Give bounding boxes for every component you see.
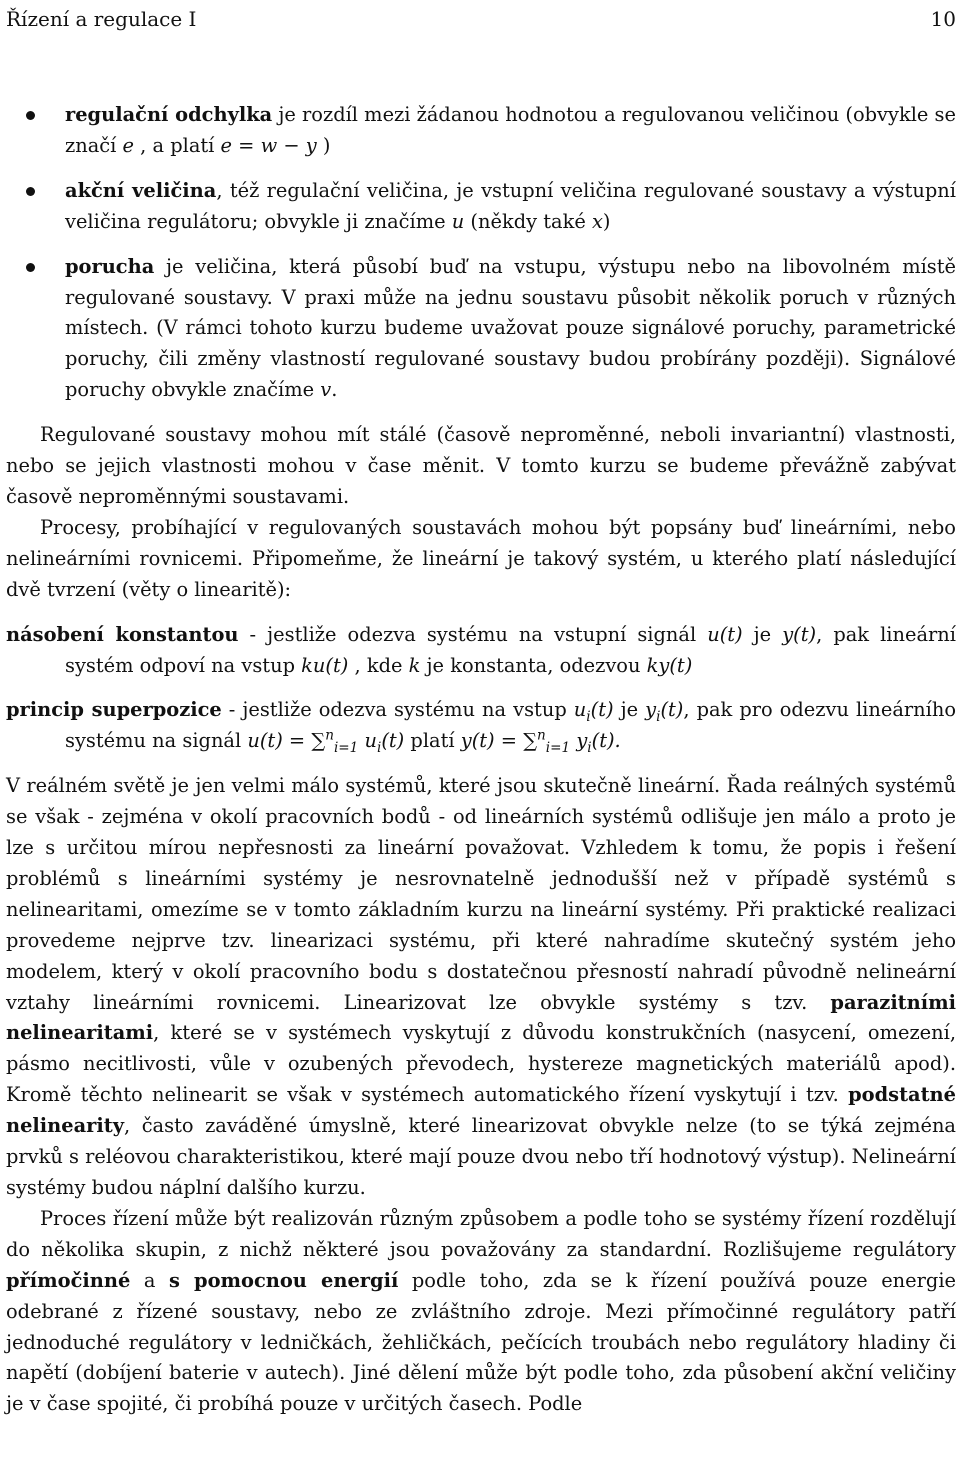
list-item-akcni-velicina [6, 176, 956, 238]
math-expr: ku(t) [301, 653, 349, 677]
math-subscript: i [656, 709, 661, 726]
theorem-homogeneity [6, 620, 956, 682]
list-item-porucha [6, 252, 956, 407]
math-formula: e = w − y [220, 133, 317, 157]
math-expr: u [573, 698, 587, 722]
term-primocinne: přímočinné [6, 1268, 131, 1292]
list-item-text: , též regulační veličina, je vstupní veličina regulované soustavy a výstupní veličina regulátoru; obvykle ji značíme [65, 178, 956, 233]
math-expr: ky(t) [646, 653, 693, 677]
math-expr: (t) [590, 698, 614, 722]
theorem-text: - jestliže odezva systému na vstupní signál [238, 622, 708, 646]
sum-symbol: ∑ [311, 729, 326, 753]
list-item-text: je rozdíl mezi žádanou hodnotou a regulovanou veličinou (obvykle se značí [65, 103, 956, 157]
list-item-text: (někdy také [464, 209, 592, 233]
math-expr: y [570, 729, 588, 753]
paragraph-text: V reálném světě je jen velmi málo systémů, které jsou skutečně lineární. Řada reálných systémů se však - zejména v okolí pracovních bodů - od lineárních systémů odlišuje jen málo a proto je lze s určitou mírou nepřesnosti za lineární považovat. Vzhledem k tomu, že popis i řešení problémů s lineárními systémy je nesrovnatelně jednodušší než v případě systémů s nelinearitami, omezíme se v tomto základním kurzu na lineární systémy. Při praktické realizaci provedeme nejprve tzv. linearizaci systému, při které nahradíme skutečný systém jeho modelem, který v okolí pracovního bodu s dostatečnou přesností nahradí původně nelineární vztahy lineárními rovnicemi. Linearizovat lze obvykle systémy s tzv. [6, 774, 956, 1014]
list-item-text: ) [602, 209, 611, 233]
list-item-text: . [331, 378, 338, 402]
math-var: e [122, 133, 134, 157]
list-item-text: ) [316, 133, 331, 157]
theorem-text: - jestliže odezva systému na vstup [221, 698, 574, 722]
paragraph-real-systems [6, 771, 956, 1204]
theorem-text: , pak pro odezvu lineárního systému na signál [65, 698, 957, 753]
math-var: v [320, 378, 332, 402]
theorem-text: , kde [348, 653, 409, 677]
body-text [6, 100, 956, 1420]
math-expr: u [358, 729, 377, 753]
math-subscript: i [376, 740, 382, 757]
paragraph-text: a [130, 1268, 169, 1292]
math-expr: y [645, 698, 657, 722]
term-s-pomocnou-energii: s pomocnou energií [168, 1268, 399, 1292]
math-expr: (t) [381, 729, 405, 753]
term-podstatne-nelinearity: podstatné nelinearity [6, 1083, 956, 1138]
paragraph-text: , které se v systémech vyskytují z důvodu konstrukčních (nasycení, omezení, pásmo necitlivosti, vůle v ozubených převodech, hystereze magnetických materiálů apod). Kromě těchto nelinearit se však v systémech automatického řízení vyskytují i tzv. [6, 1021, 956, 1107]
math-var: x [591, 209, 603, 233]
list-item-text: , a platí [133, 133, 221, 157]
math-subscript: i [586, 709, 591, 726]
math-subscript: i=1 [333, 740, 359, 757]
paragraph-control-types [6, 1204, 956, 1420]
list-item-text: je veličina, která působí buď na vstupu, výstupu nebo na libovolném místě regulované soustavy. V praxi může na jednu soustavu působit několik poruch v různých místech. (V rámci tohoto kurzu budeme uvažovat pouze signálové poruchy, parametrické poruchy, čili změny vlastností regulované soustavy budou probírány později). Signálové poruchy obvykle značíme [65, 254, 956, 402]
math-subscript: i=1 [545, 740, 571, 757]
list-item-regulacni-odchylka [6, 100, 956, 162]
math-superscript: n [537, 727, 546, 744]
math-expr: y(t) [782, 622, 817, 646]
running-header [6, 4, 956, 34]
term-porucha: porucha [65, 254, 155, 278]
term-regulacni-odchylka: regulační odchylka [65, 103, 273, 126]
paragraph-text: , často zaváděné úmyslně, které linearizovat obvykle nelze (to se týká zejména prvků s reléovou charakteristikou, které mají pouze dvou nebo tří hodnotový výstup). Nelineární systémy budou náplní dalšího kurzu. [6, 1114, 957, 1199]
math-var: u [451, 209, 465, 233]
theorem-text: je [613, 698, 646, 722]
math-superscript: n [325, 727, 334, 744]
math-expr: k [408, 653, 421, 677]
term-princip-superpozice: princip superpozice [6, 698, 222, 722]
paragraph-text: podle toho, zda se k řízení používá pouze energie odebrané z řízené soustavy, nebo ze zvláštního zdroje. Mezi přímočinné regulátory patří jednoduché regulátory v ledničkách, žehličkách, pečících troubách nebo regulátory hladiny či napětí (dobíjení baterie v autech). Jiné dělení může být podle toho, zda působení akční veličiny je v čase spojité, či probíhá pouze v určitých časech. Podle [6, 1268, 956, 1416]
theorem-superposition [6, 695, 956, 757]
theorem-text: , pak lineární systém odpoví na vstup [65, 622, 956, 677]
theorem-text: je [742, 622, 783, 646]
sum-symbol: ∑ [523, 729, 538, 753]
theorem-text: platí [404, 729, 461, 753]
paragraph-text: Proces řízení může být realizován různým způsobem a podle toho se systémy řízení rozdělují do několika skupin, z nichž některé jsou považovány za standardní. Rozlišujeme regulátory [6, 1206, 956, 1261]
term-parazitni-nelinearity: parazitními nelinearitami [6, 990, 956, 1045]
definition-list [6, 100, 956, 406]
term-akcni-velicina: akční veličina [65, 178, 217, 202]
paragraph-invariance: Regulované soustavy mohou mít stálé (časově neproměnné, neboli invariantní) vlastnosti, nebo se jejich vlastnosti mohou v čase měnit. V tomto kurzu se budeme převážně zabývat časově neproměnnými soustavami. [6, 423, 956, 508]
term-nasobeni-konstantou: násobení konstantou [6, 622, 239, 646]
math-expr: (t) [660, 698, 684, 722]
page-number: 10 [930, 7, 956, 31]
math-expr: u(t) [707, 622, 743, 646]
paragraph-linearity-intro: Procesy, probíhající v regulovaných soustavách mohou být popsány buď lineárními, nebo nelineárními rovnicemi. Připomeňme, že lineární je takový systém, u kterého platí následující dvě tvrzení (věty o linearitě): [6, 515, 956, 601]
math-expr: y(t) = [460, 729, 524, 753]
running-title: Řízení a regulace I [6, 7, 197, 31]
theorem-text: je konstanta, odezvou [420, 653, 647, 677]
math-subscript: i [587, 740, 592, 757]
math-expr: u(t) = [247, 729, 312, 753]
math-expr: (t). [591, 729, 621, 753]
